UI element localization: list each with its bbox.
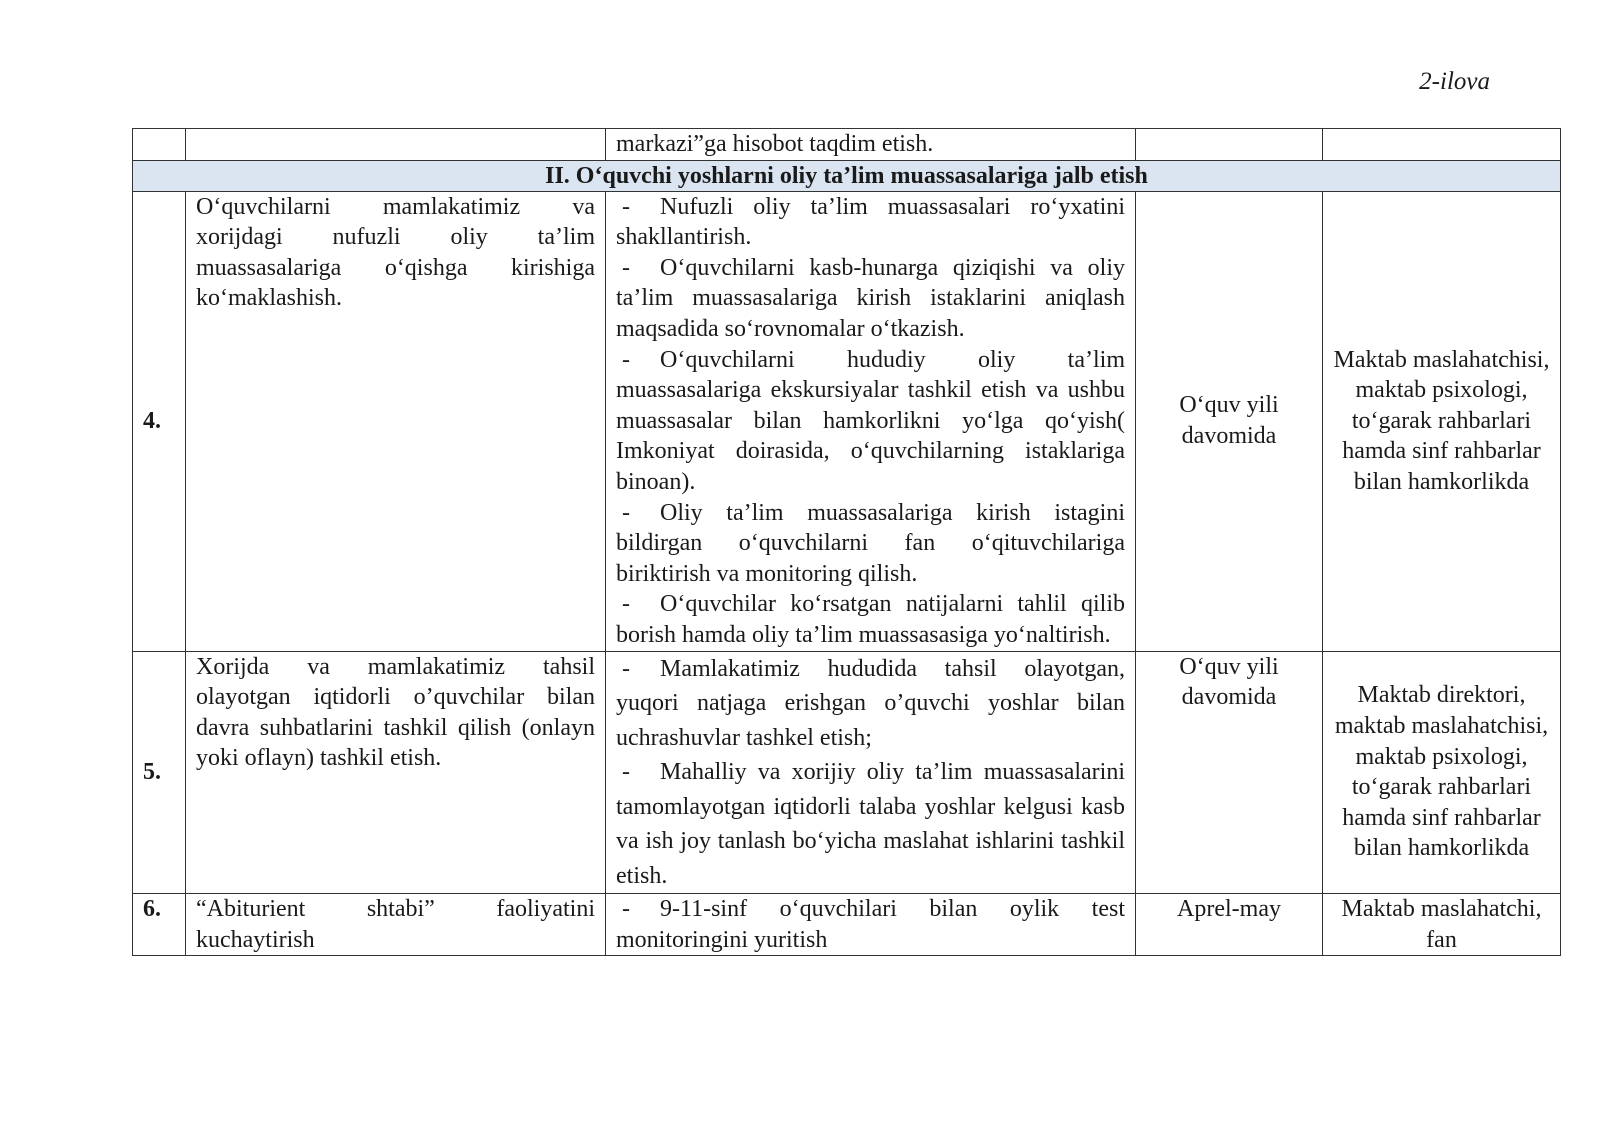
plan-table [132, 128, 1561, 956]
continuation-actions-cell: markazi”ga hisobot taqdim etish. [606, 129, 1136, 161]
dash-marker: - [622, 499, 630, 526]
continuation-num-cell [133, 129, 186, 161]
dash-marker: - [622, 254, 630, 281]
task-cell: O‘quvchilarni mamlakatimiz va xorijdagi nufuzli oliy ta’lim muassasalariga o‘qishga kirishiga ko‘maklashish. [186, 191, 606, 651]
responsible-cell: Maktab maslahatchisi, maktab psixologi, to‘garak rahbarlari hamda sinf rahbarlar bilan hamkorlikda [1323, 191, 1561, 651]
action-text: Mamlakatimiz hududida tahsil olayotgan, yuqori natjaga erishgan o’quvchi yoshlar bilan uchrashuvlar tashkel etish; [616, 655, 1125, 751]
responsible-cell: Maktab maslahatchi, fan [1323, 894, 1561, 956]
actions-cell [606, 894, 1136, 956]
action-text: 9-11-sinf o‘quvchilari bilan oylik test monitoringini yuritish [616, 896, 1125, 953]
dash-marker: - [622, 193, 630, 220]
actions-cell [606, 651, 1136, 894]
table-row [133, 191, 1561, 651]
continuation-time-cell [1136, 129, 1323, 161]
dash-marker: - [622, 591, 630, 618]
task-cell: Xorijda va mamlakatimiz tahsil olayotgan iqtidorli o’quvchilar bilan davra suhbatlarini tashkil qilish (onlayn yoki oflayn) tashkil etish. [186, 651, 606, 894]
annex-label: 2-ilova [1419, 68, 1490, 95]
section-header-row [133, 160, 1561, 191]
continuation-task-cell [186, 129, 606, 161]
action-text: Oliy ta’lim muassasalariga kirish istagini bildirgan o‘quvchilarni fan o‘qituvchilariga biriktirish va monitoring qilish. [616, 499, 1125, 587]
action-item [616, 192, 1125, 253]
continuation-row [133, 129, 1561, 161]
time-cell: O‘quv yili davomida [1136, 651, 1323, 894]
action-text: O‘quvchilar ko‘rsatgan natijalarni tahlil qilib borish hamda oliy ta’lim muassasasiga yo‘naltirish. [616, 591, 1125, 648]
row-number: 5. [133, 651, 186, 894]
row-number: 4. [133, 191, 186, 651]
action-item [616, 253, 1125, 345]
action-text: Mahalliy va xorijiy oliy ta’lim muassasalarini tamomlayotgan iqtidorli talaba yoshlar kelgusi kasb va ish joy tanlash bo‘yicha maslahat ishlarini tashkil etish. [616, 759, 1125, 889]
row-number: 6. [133, 894, 186, 956]
actions-cell [606, 191, 1136, 651]
dash-marker: - [622, 346, 630, 373]
action-item [616, 755, 1125, 893]
dash-marker: - [622, 655, 630, 682]
responsible-cell: Maktab direktori, maktab maslahatchisi, maktab psixologi, to‘garak rahbarlari hamda sinf rahbarlar bilan hamkorlikda [1323, 651, 1561, 894]
section-title: II. O‘quvchi yoshlarni oliy ta’lim muassasalariga jalb etish [133, 160, 1561, 191]
table-row [133, 894, 1561, 956]
action-text: O‘quvchilarni kasb-hunarga qiziqishi va oliy ta’lim muassasalariga kirish istaklarini aniqlash maqsadida so‘rovnomalar o‘tkazish. [616, 254, 1125, 342]
action-item [616, 589, 1125, 650]
table-row [133, 651, 1561, 894]
action-text: Nufuzli oliy ta’lim muassasalari ro‘yxatini shakllantirish. [616, 193, 1125, 251]
action-item [616, 894, 1125, 955]
time-cell: Aprel-may [1136, 894, 1323, 956]
action-item [616, 498, 1125, 590]
action-item [616, 652, 1125, 756]
action-item [616, 345, 1125, 498]
dash-marker: - [622, 759, 630, 785]
task-cell: “Abiturient shtabi” faoliyatini kuchaytirish [186, 894, 606, 956]
dash-marker: - [622, 896, 630, 922]
action-text: O‘quvchilarni hududiy oliy ta’lim muassasalariga ekskursiyalar tashkil etish va ushbu muassasalar bilan hamkorlikni yo‘lga qo‘yish( Imkoniyat doirasida, o‘quvchilarning istaklariga binoan). [616, 346, 1125, 495]
continuation-resp-cell [1323, 129, 1561, 161]
time-cell: O‘quv yili davomida [1136, 191, 1323, 651]
